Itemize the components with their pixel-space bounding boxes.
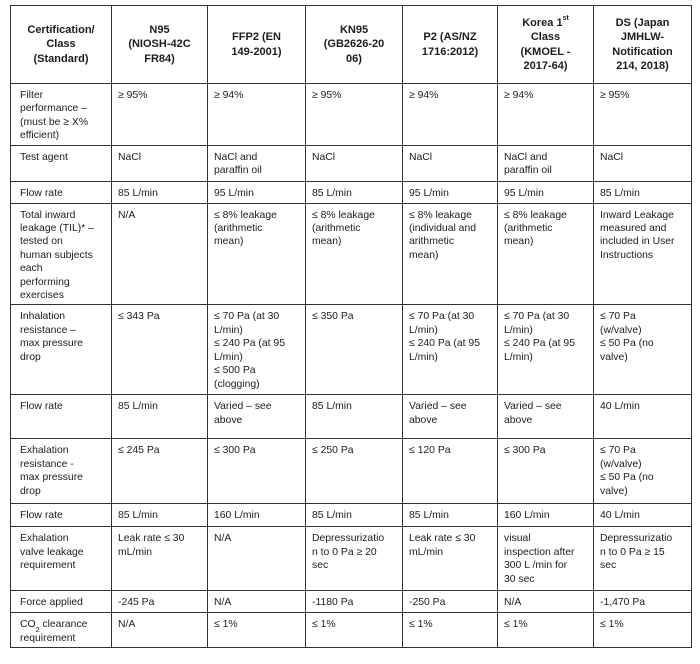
row-label: Test agent: [11, 145, 112, 181]
table-cell-ffp2: N/A: [208, 591, 306, 613]
table-cell-kn95: NaCl: [306, 145, 403, 181]
table-row: [11, 613, 692, 648]
table-cell-n95: N/A: [112, 613, 208, 648]
table-cell-n95: 85 L/min: [112, 181, 208, 203]
row-label: $CO_2$ clearance requirement: [11, 613, 112, 648]
row-label: Flow rate: [11, 181, 112, 203]
table-cell-ds-japan: NaCl: [594, 145, 692, 181]
corner-header: Certification/ Class (Standard): [11, 6, 112, 84]
table-cell-ds-japan: 40 L/min: [594, 395, 692, 439]
table-cell-korea-1st-class: ≤ 1%: [498, 613, 594, 648]
table-cell-n95: N/A: [112, 203, 208, 305]
column-header-ds-japan: DS (Japan JMHLW- Notification 214, 2018): [594, 6, 692, 84]
table-cell-korea-1st-class: ≥ 94%: [498, 84, 594, 146]
table-cell-p2: -250 Pa: [403, 591, 498, 613]
table-row: [11, 395, 692, 439]
table-cell-n95: ≥ 95%: [112, 84, 208, 146]
table-row: [11, 504, 692, 527]
table-cell-p2: ≤ 70 Pa (at 30 L/min) ≤ 240 Pa (at 95 L/min): [403, 305, 498, 395]
table-cell-n95: 85 L/min: [112, 395, 208, 439]
table-cell-ds-japan: Inward Leakage measured and included in User Instructions: [594, 203, 692, 305]
table-cell-kn95: ≤ 8% leakage (arithmetic mean): [306, 203, 403, 305]
table-cell-kn95: ≤ 1%: [306, 613, 403, 648]
table-cell-korea-1st-class: NaCl and paraffin oil: [498, 145, 594, 181]
table-header-row: [11, 6, 692, 84]
table-cell-ffp2: 95 L/min: [208, 181, 306, 203]
row-label: Total inward leakage (TIL)* – tested on human subjects each performing exercises: [11, 203, 112, 305]
table-cell-ffp2: ≤ 300 Pa: [208, 439, 306, 504]
table-cell-ffp2: ≤ 8% leakage (arithmetic mean): [208, 203, 306, 305]
table-cell-p2: 95 L/min: [403, 181, 498, 203]
table-cell-n95: NaCl: [112, 145, 208, 181]
column-header-ffp2: FFP2 (EN 149-2001): [208, 6, 306, 84]
table-cell-p2: ≤ 8% leakage (individual and arithmetic mean): [403, 203, 498, 305]
table-cell-ds-japan: ≤ 70 Pa (w/valve) ≤ 50 Pa (no valve): [594, 305, 692, 395]
table-cell-kn95: -1180 Pa: [306, 591, 403, 613]
table-cell-kn95: Depressurizatio n to 0 Pa ≥ 20 sec: [306, 527, 403, 591]
column-header-n95: N95 (NIOSH-42C FR84): [112, 6, 208, 84]
table-row: [11, 145, 692, 181]
table-cell-ffp2: NaCl and paraffin oil: [208, 145, 306, 181]
table-cell-n95: 85 L/min: [112, 504, 208, 527]
table-cell-ds-japan: 40 L/min: [594, 504, 692, 527]
column-header-kn95: KN95 (GB2626-20 06): [306, 6, 403, 84]
table-cell-ds-japan: -1,470 Pa: [594, 591, 692, 613]
table-cell-korea-1st-class: N/A: [498, 591, 594, 613]
table-cell-ds-japan: 85 L/min: [594, 181, 692, 203]
table-row: [11, 84, 692, 146]
table-cell-p2: 85 L/min: [403, 504, 498, 527]
standards-table: [10, 5, 692, 648]
table-row: [11, 305, 692, 395]
table-cell-korea-1st-class: ≤ 8% leakage (arithmetic mean): [498, 203, 594, 305]
table-cell-ffp2: N/A: [208, 527, 306, 591]
table-cell-ffp2: ≤ 1%: [208, 613, 306, 648]
table-cell-ffp2: Varied – see above: [208, 395, 306, 439]
table-row: [11, 527, 692, 591]
row-label: Exhalation valve leakage requirement: [11, 527, 112, 591]
table-cell-n95: Leak rate ≤ 30 mL/min: [112, 527, 208, 591]
column-header-korea-1st-class: Korea 1st Class (KMOEL - 2017-64): [498, 6, 594, 84]
table-cell-ffp2: ≥ 94%: [208, 84, 306, 146]
table-cell-korea-1st-class: ≤ 300 Pa: [498, 439, 594, 504]
table-cell-ffp2: ≤ 70 Pa (at 30 L/min) ≤ 240 Pa (at 95 L/min) ≤ 500 Pa (clogging): [208, 305, 306, 395]
respirator-standards-comparison: [10, 5, 691, 648]
table-body: [11, 84, 692, 648]
table-cell-n95: -245 Pa: [112, 591, 208, 613]
table-cell-p2: Leak rate ≤ 30 mL/min: [403, 527, 498, 591]
table-cell-kn95: 85 L/min: [306, 504, 403, 527]
table-cell-p2: ≤ 1%: [403, 613, 498, 648]
table-cell-p2: ≥ 94%: [403, 84, 498, 146]
table-cell-korea-1st-class: ≤ 70 Pa (at 30 L/min) ≤ 240 Pa (at 95 L/min): [498, 305, 594, 395]
table-cell-korea-1st-class: visual inspection after 300 L /min for 30 sec: [498, 527, 594, 591]
row-label: Inhalation resistance – max pressure drop: [11, 305, 112, 395]
table-row: [11, 439, 692, 504]
row-label: Flow rate: [11, 395, 112, 439]
table-cell-ffp2: 160 L/min: [208, 504, 306, 527]
table-cell-kn95: 85 L/min: [306, 395, 403, 439]
table-cell-ds-japan: Depressurizatio n to 0 Pa ≥ 15 sec: [594, 527, 692, 591]
table-cell-korea-1st-class: 95 L/min: [498, 181, 594, 203]
table-cell-korea-1st-class: Varied – see above: [498, 395, 594, 439]
table-row: [11, 181, 692, 203]
table-cell-kn95: 85 L/min: [306, 181, 403, 203]
table-row: [11, 203, 692, 305]
table-cell-kn95: ≤ 250 Pa: [306, 439, 403, 504]
table-cell-kn95: ≥ 95%: [306, 84, 403, 146]
row-label: Force applied: [11, 591, 112, 613]
table-cell-p2: Varied – see above: [403, 395, 498, 439]
table-cell-korea-1st-class: 160 L/min: [498, 504, 594, 527]
table-cell-ds-japan: ≤ 70 Pa (w/valve) ≤ 50 Pa (no valve): [594, 439, 692, 504]
column-header-p2: P2 (AS/NZ 1716:2012): [403, 6, 498, 84]
row-label: Flow rate: [11, 504, 112, 527]
table-cell-ds-japan: ≤ 1%: [594, 613, 692, 648]
row-label: Filter performance – (must be ≥ X% efficient): [11, 84, 112, 146]
table-cell-n95: ≤ 343 Pa: [112, 305, 208, 395]
table-cell-ds-japan: ≥ 95%: [594, 84, 692, 146]
table-row: [11, 591, 692, 613]
table-cell-n95: ≤ 245 Pa: [112, 439, 208, 504]
table-cell-p2: NaCl: [403, 145, 498, 181]
table-cell-kn95: ≤ 350 Pa: [306, 305, 403, 395]
row-label: Exhalation resistance - max pressure drop: [11, 439, 112, 504]
table-cell-p2: ≤ 120 Pa: [403, 439, 498, 504]
